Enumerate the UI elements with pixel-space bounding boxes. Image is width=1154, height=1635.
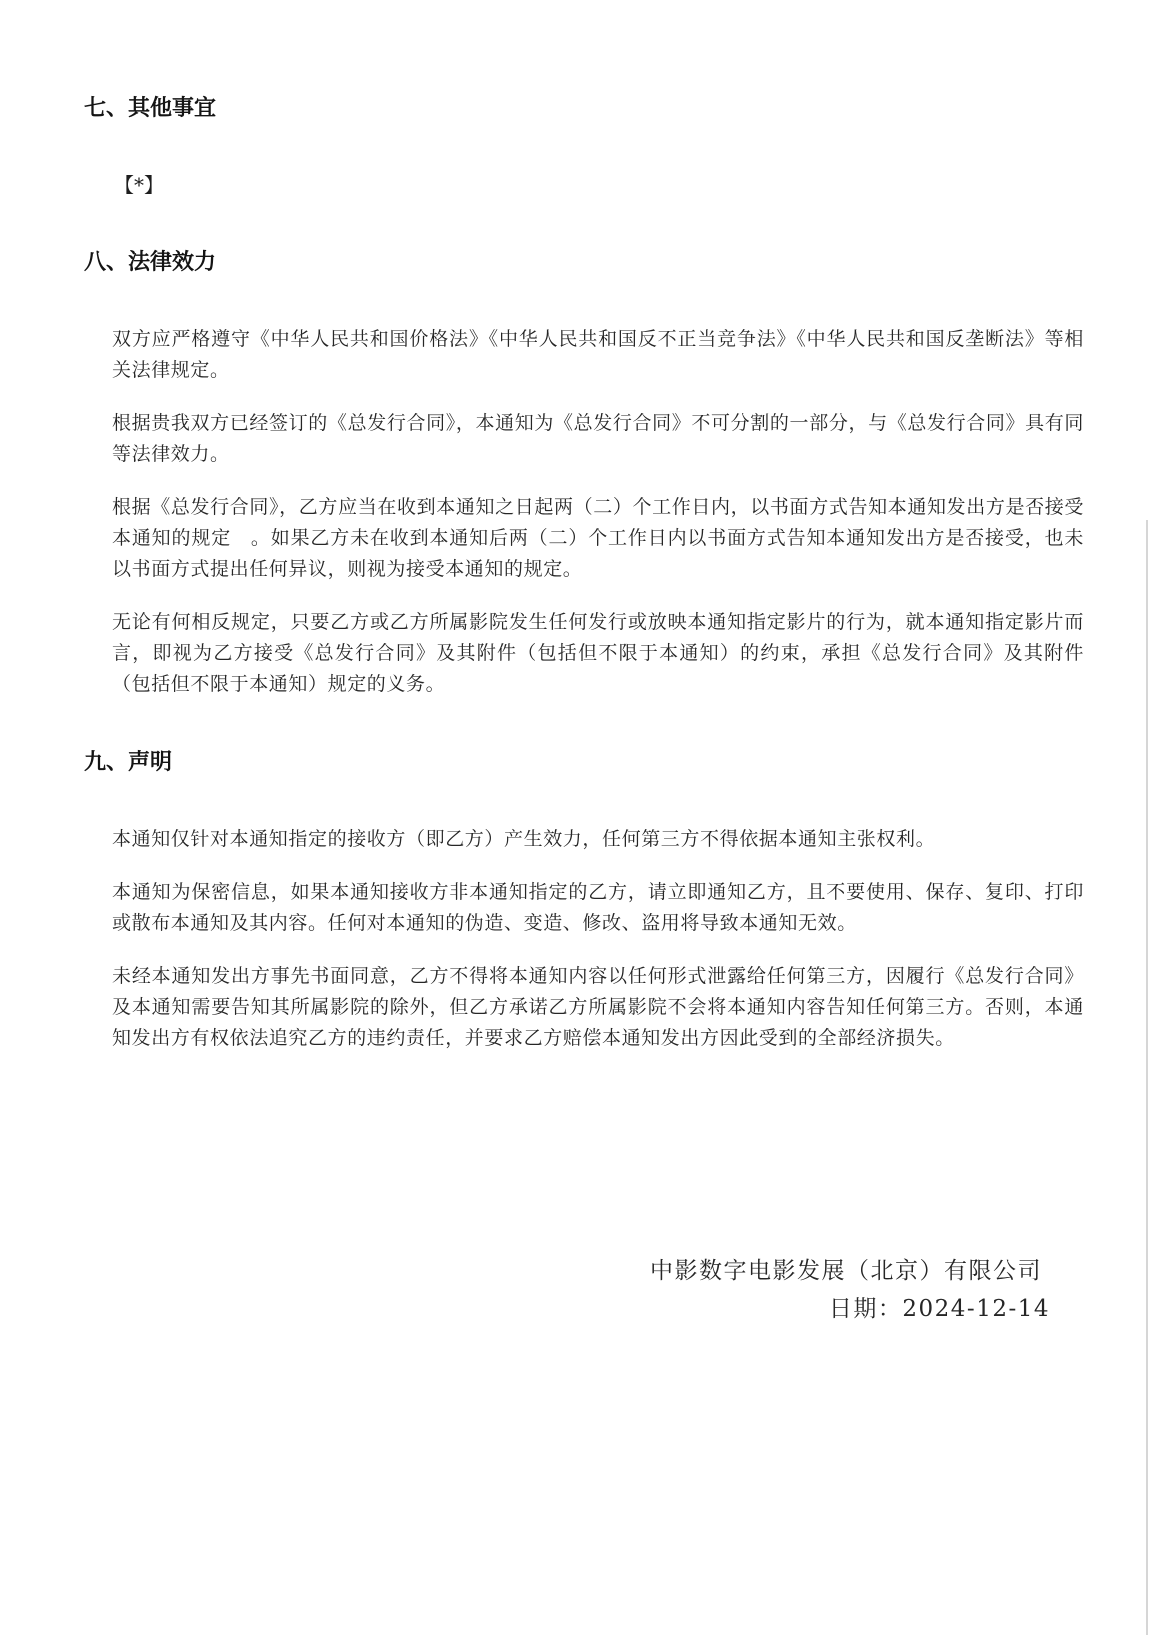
section-heading-8: 八、法律效力: [84, 250, 217, 275]
document-body: [84, 92, 1084, 1054]
section-7-placeholder: 【*】: [114, 173, 164, 197]
section-9-paragraph-2: 本通知为保密信息，如果本通知接收方非本通知指定的乙方，请立即通知乙方，且不要使用、保存、复印、打印或散布本通知及其内容。任何对本通知的伪造、变造、修改、盗用将导致本通知无效。: [112, 881, 1084, 934]
section-8-paragraph-1: 双方应严格遵守《中华人民共和国价格法》《中华人民共和国反不正当竞争法》《中华人民共和国反垄断法》等相关法律规定。: [112, 328, 1084, 381]
issue-date: [650, 1290, 1050, 1328]
section-8-paragraph-2: 根据贵我双方已经签订的《总发行合同》，本通知为《总发行合同》不可分割的一部分，与《总发行合同》具有同等法律效力。: [112, 412, 1084, 465]
date-value: 2024-12-14: [902, 1296, 1050, 1322]
section-8-paragraph-3: 根据《总发行合同》，乙方应当在收到本通知之日起两（二）个工作日内，以书面方式告知本通知发出方是否接受本通知的规定 。如果乙方未在收到本通知后两（二）个工作日内以书面方式告知本通知发出方是否接受，也未以书面方式提出任何异议，则视为接受本通知的规定。: [112, 496, 1084, 580]
signature-block: [650, 1252, 1050, 1328]
section-heading-7: 七、其他事宜: [84, 96, 217, 121]
section-heading-9: 九、声明: [84, 750, 173, 775]
issuer-company: 中影数字电影发展（北京）有限公司: [650, 1258, 1042, 1284]
section-9-paragraph-1: 本通知仅针对本通知指定的接收方（即乙方）产生效力，任何第三方不得依据本通知主张权利。: [112, 828, 936, 850]
date-label: 日期：: [828, 1296, 903, 1322]
section-9-paragraph-3: 未经本通知发出方事先书面同意，乙方不得将本通知内容以任何形式泄露给任何第三方，因履行《总发行合同》及本通知需要告知其所属影院的除外，但乙方承诺乙方所属影院不会将本通知内容告知任何第三方。否则，本通知发出方有权依法追究乙方的违约责任，并要求乙方赔偿本通知发出方因此受到的全部经济损失。: [112, 965, 1084, 1049]
page-edge-line: [1146, 520, 1148, 1635]
section-8-paragraph-4: 无论有何相反规定，只要乙方或乙方所属影院发生任何发行或放映本通知指定影片的行为，就本通知指定影片而言，即视为乙方接受《总发行合同》及其附件（包括但不限于本通知）的约束，承担《总发行合同》及其附件（包括但不限于本通知）规定的义务。: [112, 611, 1084, 695]
